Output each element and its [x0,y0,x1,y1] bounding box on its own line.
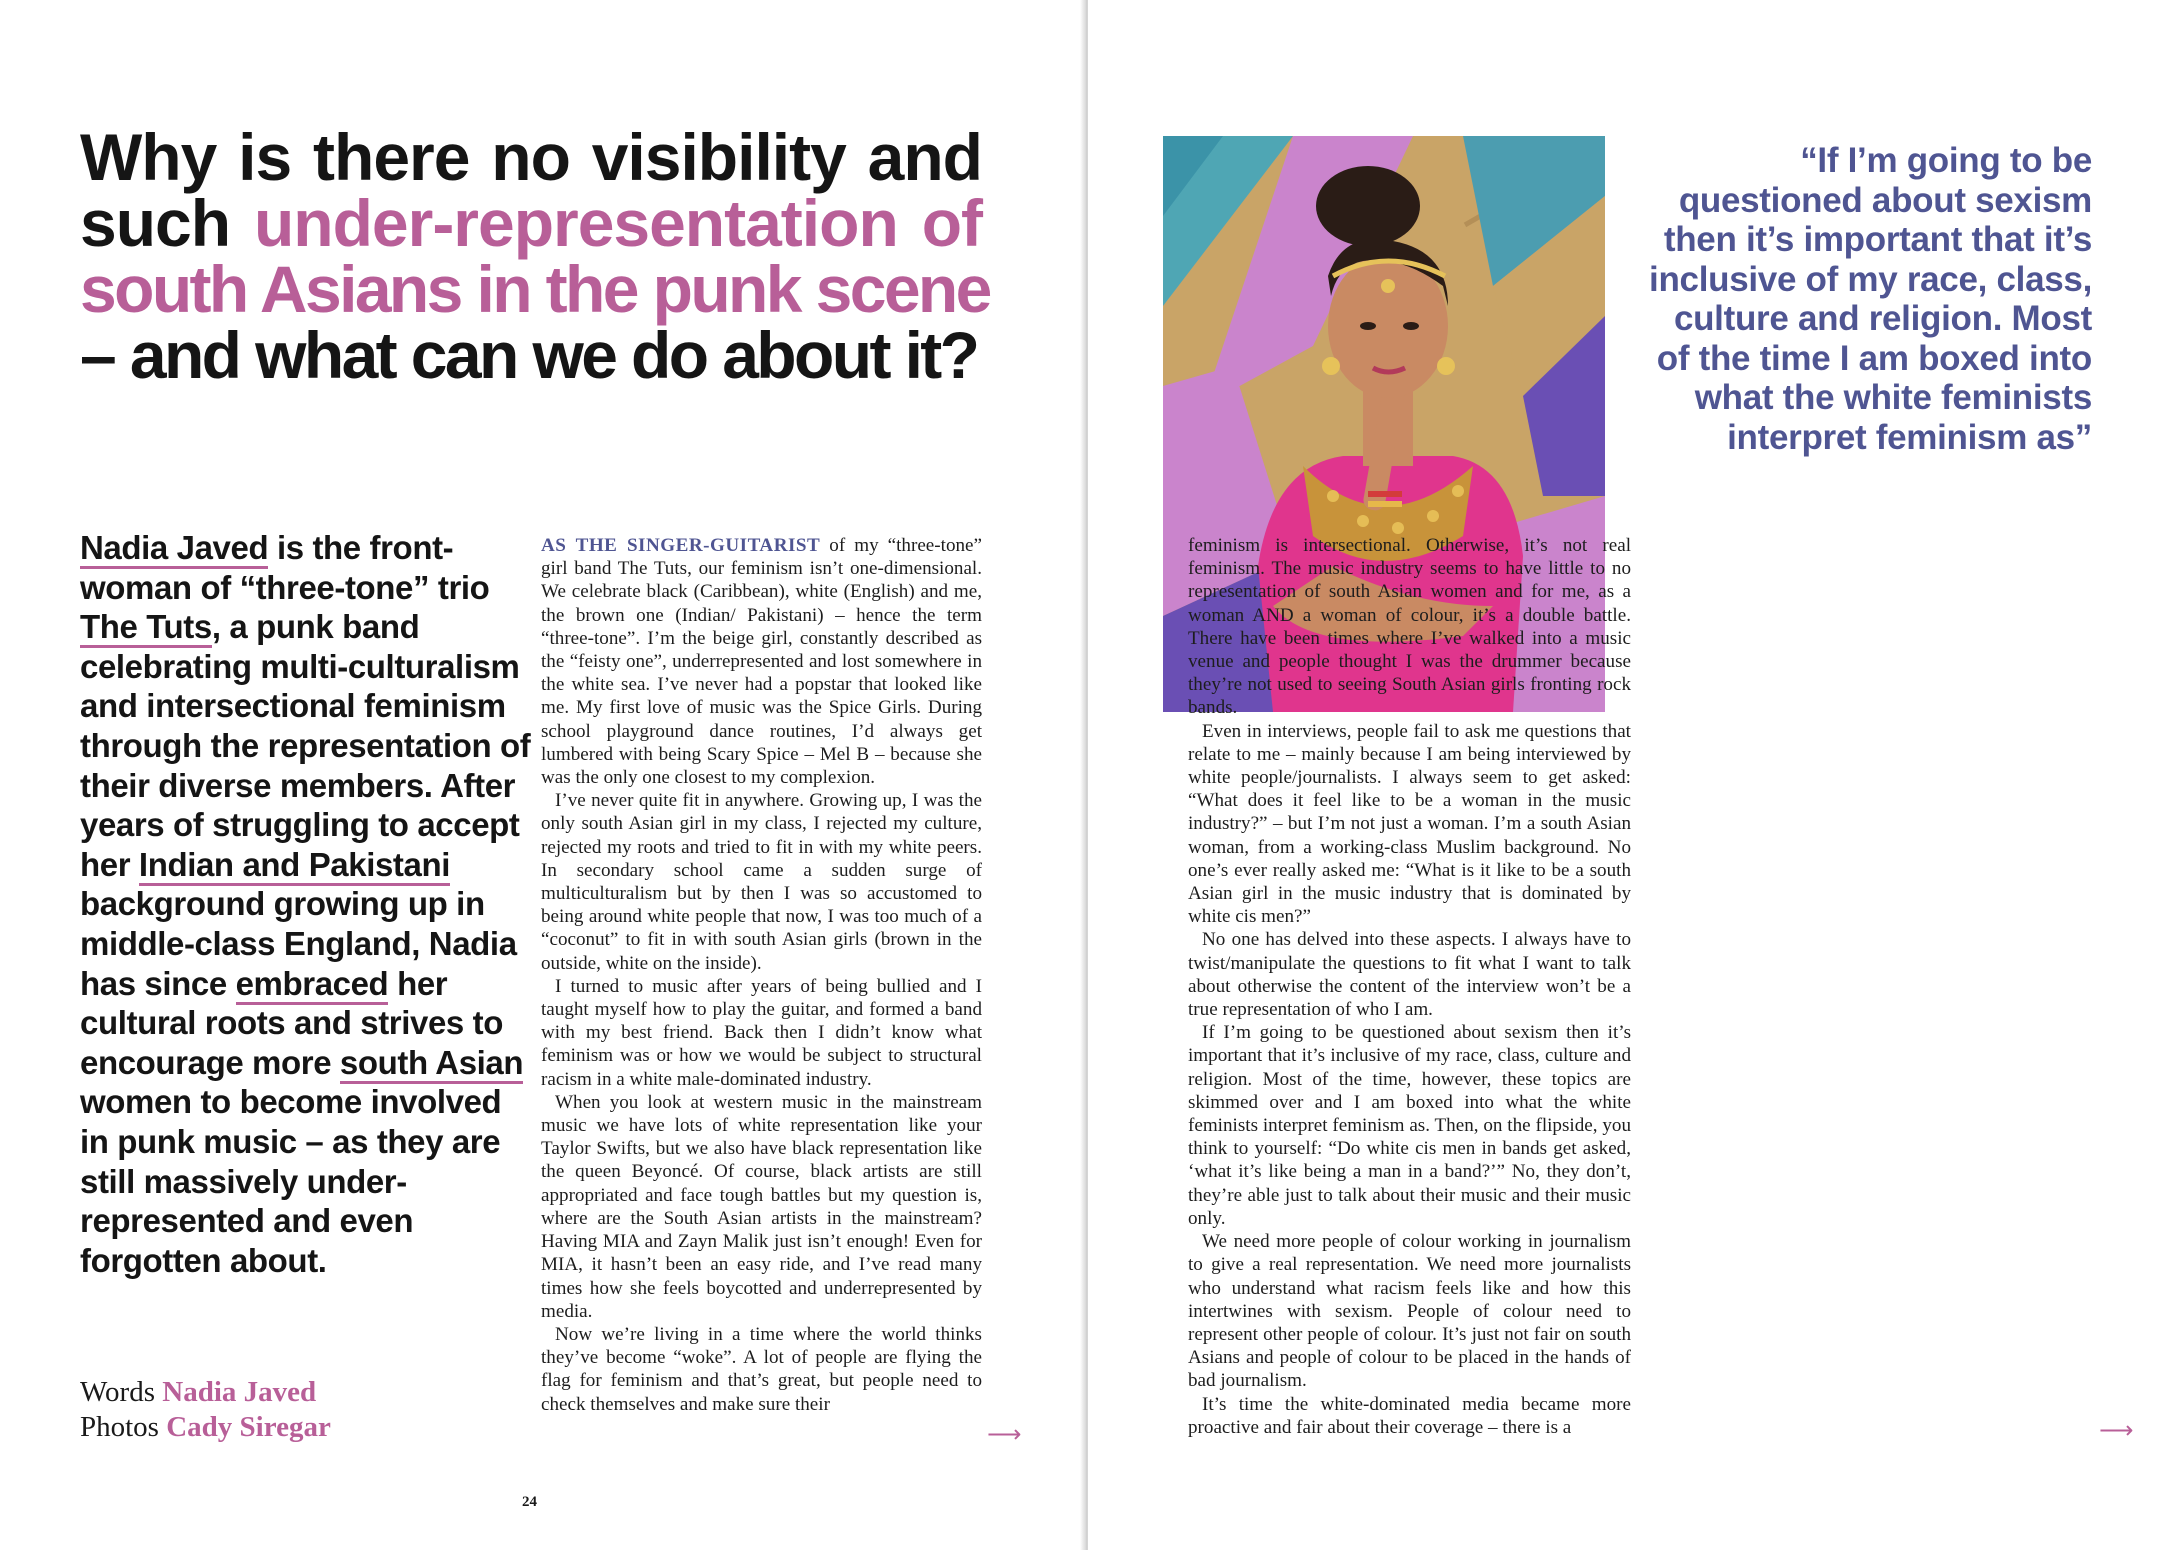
continue-arrow-icon: ⟶ [987,1420,1022,1448]
body-paragraph: I’ve never quite fit in anywhere. Growing up, I was the only south Asian girl in my class, I rejected my culture, rejected my roots and tried to fit in with my white peers. In secondary school came a sudden surge of multiculturalism but by then I was so accustomed to being around white people that now, I was too much of a “coconut” to fit in with south Asian girls (brown in the outside, white on the inside). [541,790,982,974]
headline-word: there [313,120,470,194]
standfirst-embraced: embraced [236,965,389,1005]
headline-line-1 [80,120,982,194]
headline-word: such [80,186,231,260]
headline-line-4: – and what can we do about it? [80,318,978,392]
headline [80,120,990,392]
headline-word: Why [80,120,217,194]
standfirst-text: is the front-woman of “three-tone” trio [80,529,490,606]
body-paragraph: It’s time the white-dominated media became more proactive and fair about their coverage – there is a [1188,1393,1631,1438]
body-paragraph: Now we’re living in a time where the world thinks they’ve become “woke”. A lot of people are flying the flag for feminism and that’s great, but people need to check themselves and make sure their [541,1323,982,1415]
body-paragraph: Even in interviews, people fail to ask me questions that relate to me – mainly because I am being interviewed by white people/journalists. I always seem to get asked: “What does it feel like to be a woman in the music industry?” – but I’m not just a woman. I’m a south Asian woman, from a working-class Muslim background. No one’s ever really asked me: “What is it like to be a south Asian girl in the music industry that is dominated by white cis men?” [1188,720,1631,928]
standfirst-south-asian: south Asian [340,1044,523,1084]
standfirst [80,528,532,1280]
headline-word: visibility [591,120,846,194]
headline-line-2 [80,186,982,260]
page-number: 24 [522,1494,537,1510]
body-paragraph: feminism is intersectional. Otherwise, it’s not real feminism. The music industry seems to have little to no representation of south Asian women and for me, as a woman AND a woman of colour, it’s a double battle. There have been times where I’ve walked into a music venue and people thought I was the drummer because they’re not used to seeing South Asian girls fronting rock bands. [1188,535,1631,719]
credit-photos [80,1410,331,1445]
standfirst-name: Nadia Javed [80,529,268,569]
credit-name: Cady Siregar [166,1411,331,1443]
headline-word: no [491,120,570,194]
headline-word: is [238,120,292,194]
standfirst-heritage: Indian and Pakistani [139,846,450,886]
lead-in: AS THE SINGER-GUITARIST [541,535,821,556]
standfirst-text: her cultural roots and strives to encourage more [80,964,503,1081]
pull-quote: “If I’m going to be questioned about sexism then it’s important that it’s inclusive of my race, class, culture and religion. Most of the time I am boxed into what the white feminists interpret feminism as” [1649,141,2092,457]
body-paragraph: If I’m going to be questioned about sexism then it’s important that it’s inclusive of my race, class, culture and religion. Most of the time, however, these topics are skimmed over and I am boxed into what the white feminists interpret feminism as. Then, on the flipside, you think to yourself: “Do white cis men in bands get asked, ‘what it’s like being a man in a band?’” No, they don’t, they’re able just to talk about their music and their music only. [1188,1022,1631,1229]
credits [80,1375,331,1445]
credit-name: Nadia Javed [162,1376,317,1408]
credit-label: Words [80,1376,155,1408]
body-text: of my “three-tone” girl band The Tuts, our feminism isn’t one-dimensional. We celebrate black (Caribbean), white (English) and me, the brown one (Indian/ Pakistani) – hence the term “three-tone”. I’m the beige girl, constantly described as the “feisty one”, underrepresented and lost somewhere in the white sea. I’ve never had a popstar that looked like me. My first love of music was the Spice Girls. During school playground dance routines, I’d always get lumbered with being Scary Spice – Mel B – because she was the only one closest to my complexion. [541,535,982,789]
standfirst-band: The Tuts [80,608,212,648]
standfirst-text: women to become involved in punk music – as they are still massively under-represented and even forgotten about. [80,1083,502,1279]
credit-words [80,1375,331,1410]
headline-highlight: under-representation [253,186,898,260]
standfirst-text: background growing up in middle-class England, Nadia has since [80,885,517,1002]
body-column-1 [541,534,982,1416]
headline-highlight: of [921,186,982,260]
headline-line-3: south Asians in the punk scene [80,252,990,326]
body-paragraph: I turned to music after years of being bullied and I taught myself how to play the guitar, and formed a band with my best friend. Back then I didn’t know what feminism was or how we would be subject to structural racism in a white male-dominated industry. [541,975,982,1090]
body-column-2 [1188,534,1631,1439]
body-paragraph: We need more people of colour working in journalism to give a real representation. We need more journalists who understand what racism feels like and how this intertwines with sexism. People of colour need to represent other people of colour. It’s just not fair on south Asians and people of colour to be placed in the hands of bad journalism. [1188,1231,1631,1392]
body-paragraph: No one has delved into these aspects. I always have to twist/manipulate the questions to fit what I want to talk about otherwise the content of the interview won’t be a true representation of who I am. [1188,929,1631,1021]
credit-label: Photos [80,1411,159,1443]
body-paragraph [541,534,982,789]
standfirst-text: , a punk band celebrating multi-culturalism and intersectional feminism through the representation of their diverse members. After years of struggling to accept her [80,608,531,883]
body-paragraph: When you look at western music in the mainstream music we have lots of white representation like your Taylor Swifts, but we also have black representation like the queen Beyoncé. Of course, black artists are still appropriated and face tough battles but my question is, where are the South Asian artists in the mainstream? Having MIA and Zayn Malik just isn’t enough! Even for MIA, it hasn’t been an easy ride, and I’ve read many times how she feels boycotted and underrepresented by media. [541,1091,982,1322]
left-page [0,0,1084,1550]
continue-arrow-icon: ⟶ [2099,1416,2134,1444]
right-page [1088,0,2180,1550]
headline-word: and [867,120,982,194]
